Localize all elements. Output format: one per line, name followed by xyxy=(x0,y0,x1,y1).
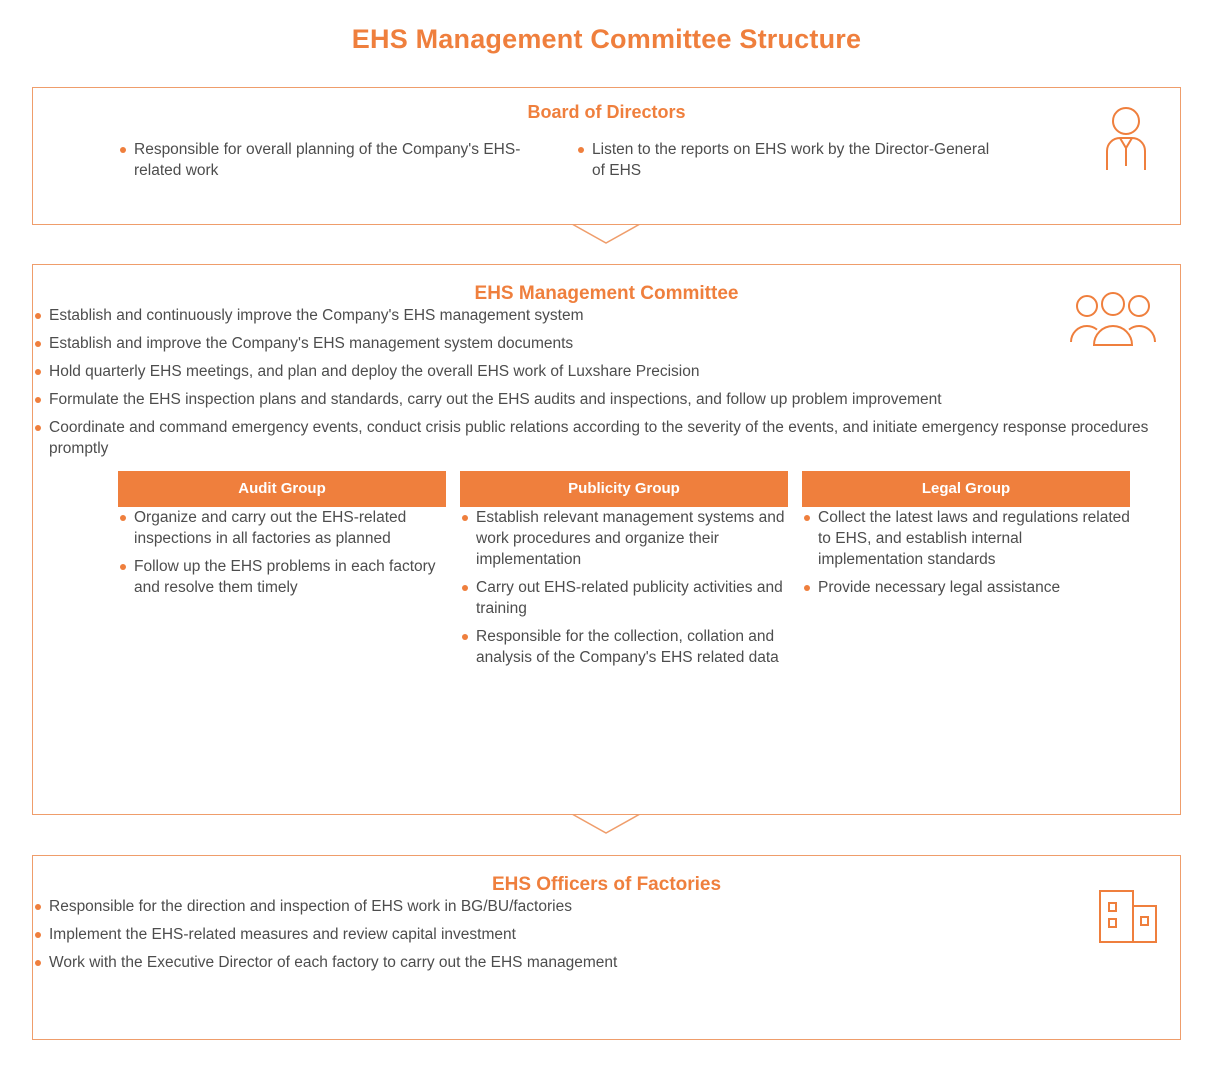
connector-board-to-committee xyxy=(0,224,1213,246)
committee-groups xyxy=(33,471,1180,675)
board-bullets-right-column xyxy=(576,139,1006,188)
list-item: Formulate the EHS inspection plans and standards, carry out the EHS audits and inspections, and follow up problem improvement xyxy=(33,389,1180,410)
list-item: Organize and carry out the EHS-related inspections in all factories as planned xyxy=(118,507,446,549)
group-audit xyxy=(118,471,446,675)
officers-bullets xyxy=(33,896,1180,973)
list-item: Follow up the EHS problems in each factory and resolve them timely xyxy=(118,556,446,598)
factory-building-icon xyxy=(1095,882,1161,951)
list-item: Implement the EHS-related measures and review capital investment xyxy=(33,924,1180,945)
list-item: Establish and improve the Company's EHS management system documents xyxy=(33,333,1180,354)
group-publicity xyxy=(460,471,788,675)
board-of-directors-bullets xyxy=(33,139,1180,188)
committee-bullets xyxy=(33,305,1180,459)
board-of-directors-panel xyxy=(32,87,1181,225)
list-item: Establish relevant management systems and work procedures and organize their implementation xyxy=(460,507,788,570)
list-item: Carry out EHS-related publicity activities and training xyxy=(460,577,788,619)
list-item: Responsible for overall planning of the Company's EHS-related work xyxy=(118,139,548,181)
ehs-officers-panel xyxy=(32,855,1181,1040)
person-icon xyxy=(1091,104,1161,179)
list-item: Provide necessary legal assistance xyxy=(802,577,1130,598)
board-bullets-left-column xyxy=(118,139,548,188)
group-publicity-items xyxy=(460,507,788,668)
list-item: Hold quarterly EHS meetings, and plan and deploy the overall EHS work of Luxshare Precision xyxy=(33,361,1180,382)
group-audit-header: Audit Group xyxy=(118,471,446,507)
ehs-officers-title: EHS Officers of Factories xyxy=(491,874,722,895)
ehs-management-committee-title: EHS Management Committee xyxy=(474,283,739,304)
connector-committee-to-officers xyxy=(0,814,1213,836)
group-legal xyxy=(802,471,1130,675)
list-item: Coordinate and command emergency events, conduct crisis public relations according to the severity of the events, and initiate emergency response procedures promptly xyxy=(33,417,1180,459)
list-item: Establish and continuously improve the Company's EHS management system xyxy=(33,305,1180,326)
board-of-directors-title: Board of Directors xyxy=(527,102,686,122)
page-title: EHS Management Committee Structure xyxy=(351,24,862,54)
list-item: Work with the Executive Director of each factory to carry out the EHS management xyxy=(33,952,1180,973)
people-group-icon xyxy=(1065,290,1161,359)
list-item: Listen to the reports on EHS work by the Director-General of EHS xyxy=(576,139,1006,181)
list-item: Collect the latest laws and regulations related to EHS, and establish internal implementation standards xyxy=(802,507,1130,570)
list-item: Responsible for the direction and inspection of EHS work in BG/BU/factories xyxy=(33,896,1180,917)
group-audit-items xyxy=(118,507,446,598)
group-legal-header: Legal Group xyxy=(802,471,1130,507)
group-legal-items xyxy=(802,507,1130,598)
group-publicity-header: Publicity Group xyxy=(460,471,788,507)
ehs-management-committee-panel xyxy=(32,264,1181,815)
list-item: Responsible for the collection, collation and analysis of the Company's EHS related data xyxy=(460,626,788,668)
